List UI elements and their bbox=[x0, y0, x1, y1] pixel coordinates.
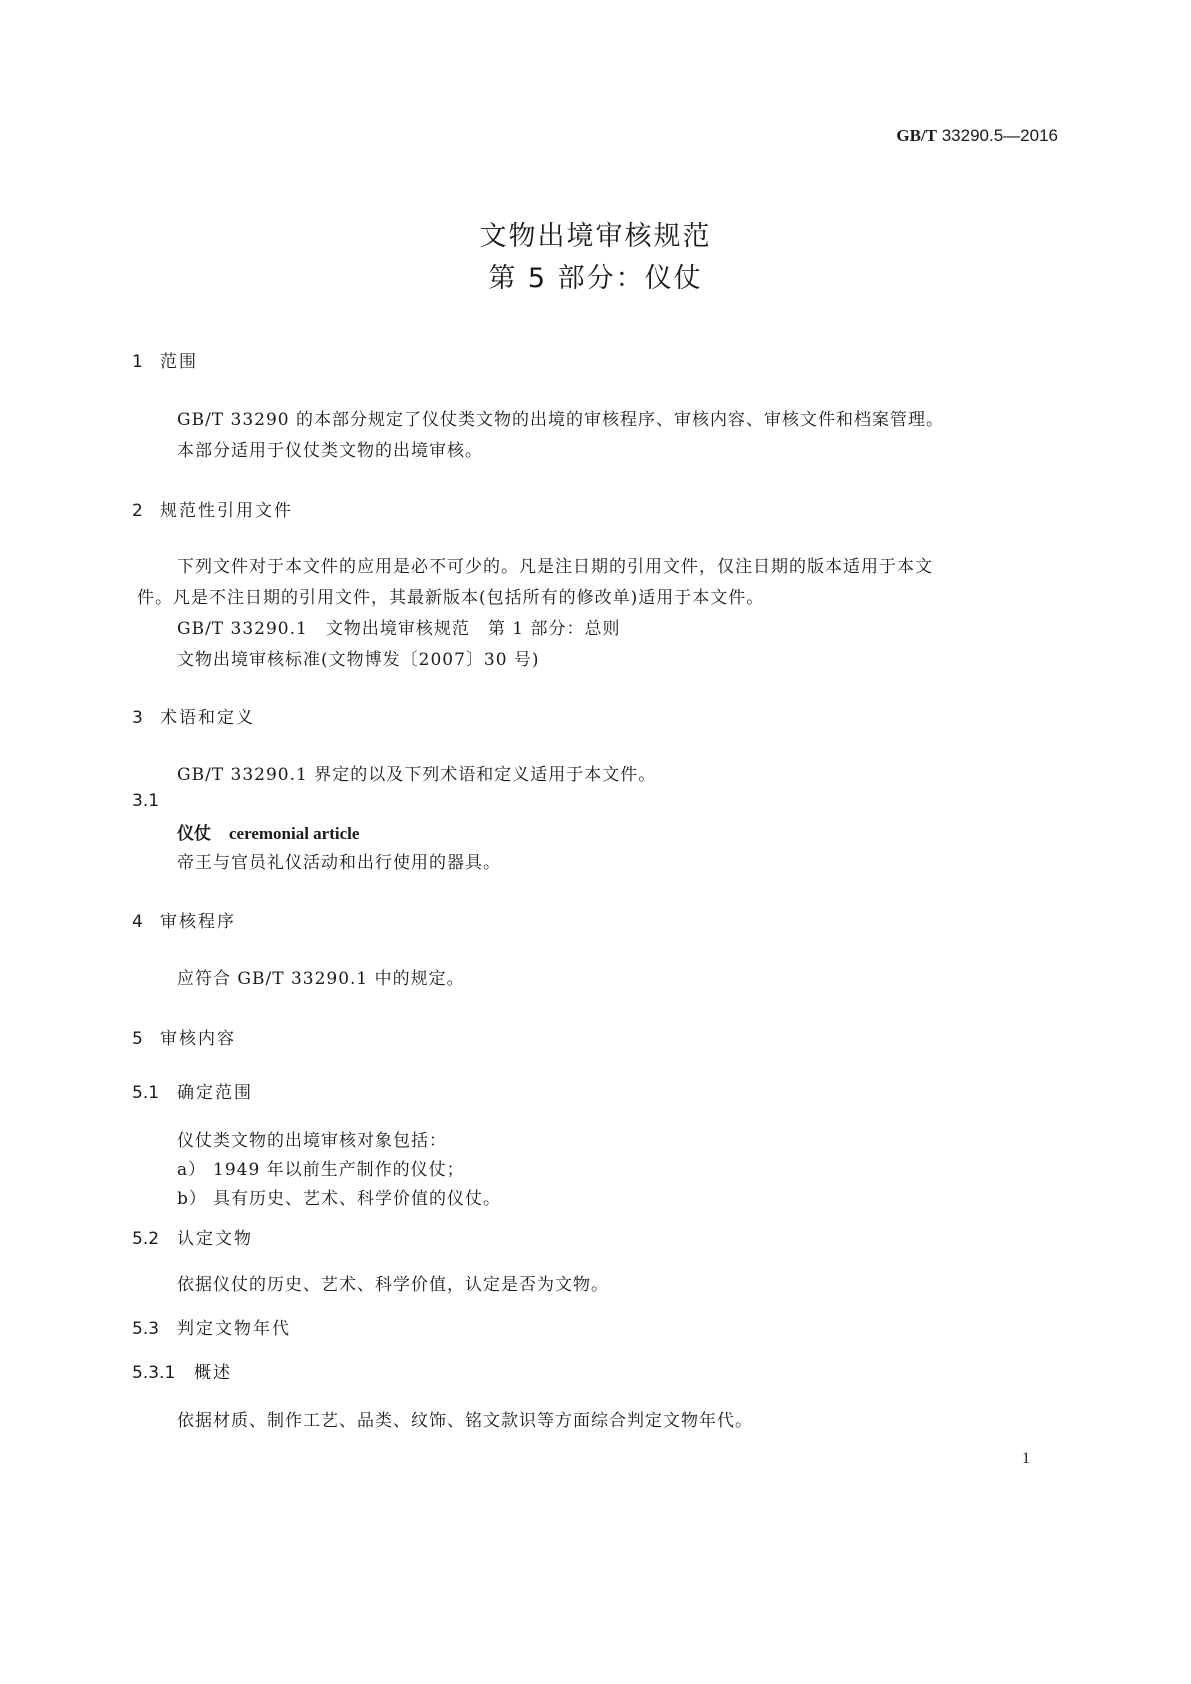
paragraph: 件。凡是不注日期的引用文件，其最新版本(包括所有的修改单)适用于本文件。 bbox=[137, 588, 765, 608]
section-title: 审核内容 bbox=[160, 1029, 236, 1049]
section-number: 5 bbox=[132, 1029, 143, 1049]
reference-item: 文物出境审核标准(文物博发〔2007〕30 号) bbox=[177, 650, 540, 670]
section-title: 范围 bbox=[160, 352, 198, 372]
paragraph: 依据材质、制作工艺、品类、纹饰、铭文款识等方面综合判定文物年代。 bbox=[177, 1411, 753, 1431]
section-5-heading bbox=[132, 1024, 236, 1049]
section-title: 确定范围 bbox=[177, 1083, 253, 1103]
paragraph: 应符合 GB/T 33290.1 中的规定。 bbox=[177, 969, 465, 989]
section-number: 4 bbox=[132, 912, 143, 932]
list-item-a bbox=[177, 1155, 465, 1180]
section-number: 2 bbox=[132, 501, 143, 521]
standard-code: 33290.5—2016 bbox=[941, 126, 1058, 145]
list-label: a） bbox=[177, 1160, 207, 1180]
reference-item: GB/T 33290.1 文物出境审核规范 第 1 部分：总则 bbox=[177, 619, 621, 639]
section-number: 3 bbox=[132, 708, 143, 728]
paragraph: GB/T 33290 的本部分规定了仪仗类文物的出境的审核程序、审核内容、审核文件和档案管理。 bbox=[177, 410, 945, 430]
section-5-3-1-heading bbox=[132, 1358, 232, 1383]
standard-number bbox=[0, 126, 1058, 146]
section-1-heading bbox=[132, 347, 198, 372]
section-number: 5.1 bbox=[132, 1083, 160, 1103]
paragraph: 仪仗类文物的出境审核对象包括： bbox=[177, 1131, 447, 1151]
section-number: 1 bbox=[132, 352, 143, 372]
section-title: 判定文物年代 bbox=[177, 1319, 291, 1339]
document-subtitle: 第 5 部分：仪仗 bbox=[488, 263, 703, 294]
paragraph: GB/T 33290.1 界定的以及下列术语和定义适用于本文件。 bbox=[177, 765, 657, 785]
section-5-1-heading bbox=[132, 1078, 253, 1103]
section-title: 规范性引用文件 bbox=[160, 501, 293, 521]
section-4-heading bbox=[132, 907, 236, 932]
section-number: 5.2 bbox=[132, 1229, 160, 1249]
section-2-heading bbox=[132, 496, 293, 521]
paragraph: 本部分适用于仪仗类文物的出境审核。 bbox=[177, 441, 483, 461]
section-title: 认定文物 bbox=[177, 1229, 253, 1249]
section-title: 审核程序 bbox=[160, 912, 236, 932]
term-english: ceremonial article bbox=[229, 824, 360, 843]
section-number: 5.3 bbox=[132, 1319, 160, 1339]
term-entry bbox=[177, 819, 359, 844]
section-title: 概述 bbox=[194, 1363, 232, 1383]
list-item-b bbox=[177, 1184, 501, 1209]
section-5-2-heading bbox=[132, 1224, 253, 1249]
list-text: 具有历史、艺术、科学价值的仪仗。 bbox=[213, 1189, 501, 1209]
paragraph: 下列文件对于本文件的应用是必不可少的。凡是注日期的引用文件，仅注日期的版本适用于本文 bbox=[177, 557, 933, 577]
section-3-heading bbox=[132, 703, 255, 728]
section-5-3-heading bbox=[132, 1314, 291, 1339]
term-definition: 帝王与官员礼仪活动和出行使用的器具。 bbox=[177, 853, 501, 873]
paragraph: 依据仪仗的历史、艺术、科学价值，认定是否为文物。 bbox=[177, 1275, 609, 1295]
term-chinese: 仪仗 bbox=[177, 824, 211, 844]
standard-prefix: GB/T bbox=[896, 126, 937, 145]
document-title: 文物出境审核规范 bbox=[479, 221, 712, 252]
list-text: 1949 年以前生产制作的仪仗； bbox=[213, 1160, 465, 1180]
term-number: 3.1 bbox=[132, 791, 160, 811]
page-number: 1 bbox=[1022, 1450, 1030, 1467]
list-label: b） bbox=[177, 1189, 207, 1209]
section-title: 术语和定义 bbox=[160, 708, 255, 728]
section-number: 5.3.1 bbox=[132, 1363, 176, 1383]
